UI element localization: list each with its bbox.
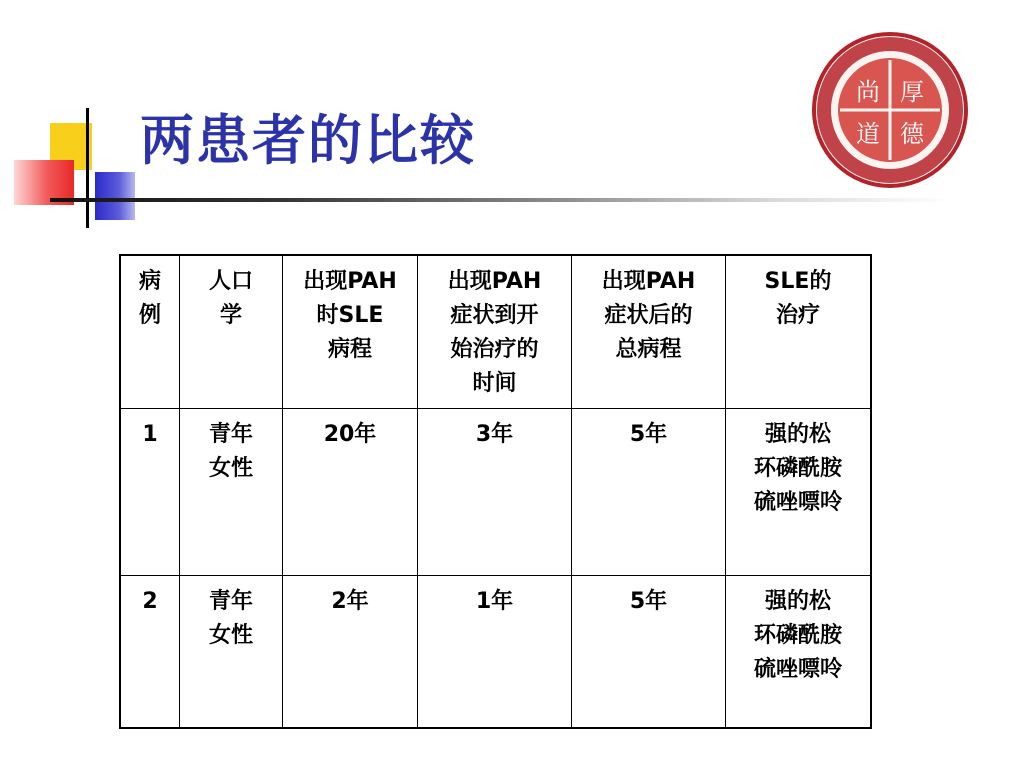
svg-text:尚: 尚: [856, 78, 880, 106]
header-demographics: 人口 学: [180, 255, 283, 409]
cell-sle-treatment: 强的松 环磷酰胺 硫唑嘌呤: [726, 409, 872, 576]
header-total-course: 出现PAH 症状后的 总病程: [572, 255, 726, 409]
header-sle-duration-at-pah: 出现PAH 时SLE 病程: [283, 255, 418, 409]
cell-sle-duration-at-pah: 2年: [283, 576, 418, 729]
table-header-row: [120, 255, 871, 409]
cell-case: 2: [120, 576, 180, 729]
cell-demographics: 青年 女性: [180, 576, 283, 729]
cell-time-to-treatment: 1年: [418, 576, 572, 729]
svg-text:道: 道: [856, 120, 880, 148]
decorative-vertical-line: [86, 108, 89, 228]
title-underline: [50, 198, 950, 202]
cell-sle-duration-at-pah: 20年: [283, 409, 418, 576]
table-row: [120, 409, 871, 576]
table-row: [120, 576, 871, 729]
hospital-seal-logo: [810, 30, 970, 190]
cell-total-course: 5年: [572, 576, 726, 729]
comparison-table: [119, 254, 872, 729]
header-time-to-treatment: 出现PAH 症状到开 始治疗的 时间: [418, 255, 572, 409]
slide-title: 两患者的比较: [140, 109, 476, 172]
svg-text:厚: 厚: [900, 78, 924, 106]
svg-text:德: 德: [900, 120, 924, 148]
header-sle-treatment: SLE的 治疗: [726, 255, 872, 409]
comparison-table-container: [119, 254, 872, 729]
cell-case: 1: [120, 409, 180, 576]
cell-demographics: 青年 女性: [180, 409, 283, 576]
header-case: 病 例: [120, 255, 180, 409]
decorative-blue-square: [95, 172, 135, 220]
cell-time-to-treatment: 3年: [418, 409, 572, 576]
cell-sle-treatment: 强的松 环磷酰胺 硫唑嘌呤: [726, 576, 872, 729]
cell-total-course: 5年: [572, 409, 726, 576]
